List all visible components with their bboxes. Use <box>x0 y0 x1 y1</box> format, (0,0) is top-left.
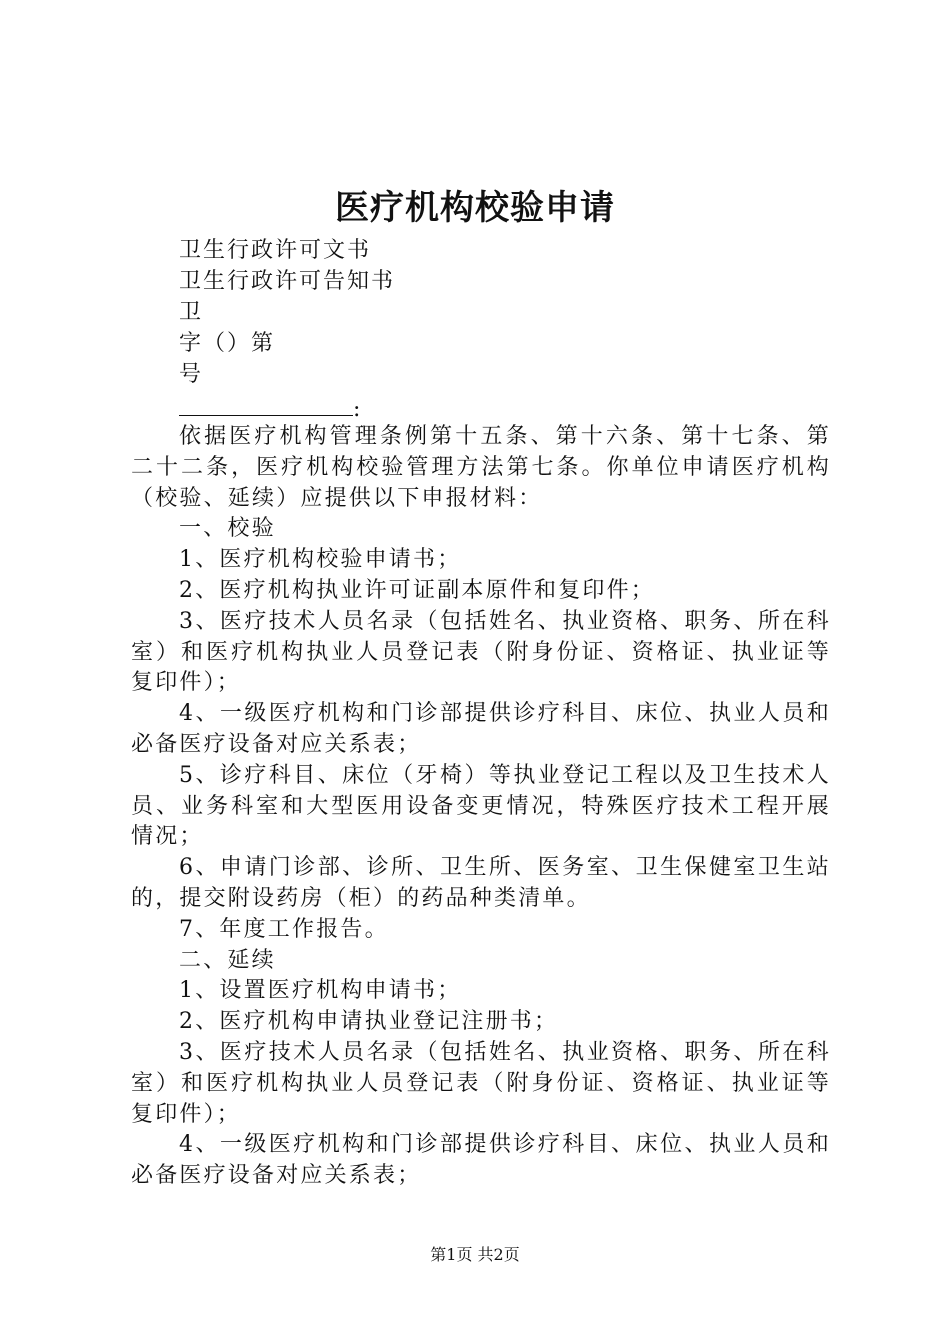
list-item: 4、一级医疗机构和门诊部提供诊疗科目、床位、执业人员和必备医疗设备对应关系表； <box>131 701 831 757</box>
header-block <box>179 235 395 390</box>
addressee-line <box>179 393 360 425</box>
addressee-blank <box>179 393 353 416</box>
list-item: 6、申请门诊部、诊所、卫生所、医务室、卫生保健室卫生站的，提交附设药房（柜）的药品种类清单。 <box>131 855 831 911</box>
document-title: 医疗机构校验申请 <box>335 188 615 228</box>
list-item: 2、医疗机构申请执业登记注册书； <box>179 1009 559 1035</box>
section-heading: 一、校验 <box>179 516 276 542</box>
page-footer: 第1页 共2页 <box>430 1245 520 1264</box>
header-line: 号 <box>179 362 204 387</box>
addressee-colon: : <box>353 397 361 422</box>
list-item: 1、设置医疗机构申请书； <box>179 978 462 1004</box>
header-line: 卫 <box>179 300 204 325</box>
header-line: 字（）第 <box>179 331 276 356</box>
section-heading: 二、延续 <box>179 947 276 973</box>
list-item: 7、年度工作报告。 <box>179 916 389 942</box>
list-item: 1、医疗机构校验申请书； <box>179 547 462 573</box>
paragraph: 依据医疗机构管理条例第十五条、第十六条、第十七条、第二十二条，医疗机构校验管理方法第七条。你单位申请医疗机构（校验、延续）应提供以下申报材料： <box>131 424 831 511</box>
list-item: 4、一级医疗机构和门诊部提供诊疗科目、床位、执业人员和必备医疗设备对应关系表； <box>131 1132 831 1189</box>
list-item: 2、医疗机构执业许可证副本原件和复印件； <box>179 577 655 603</box>
list-item: 3、医疗技术人员名录（包括姓名、执业资格、职务、所在科室）和医疗机构执业人员登记表（附身份证、资格证、执业证等复印件）； <box>131 1039 831 1127</box>
list-item: 5、诊疗科目、床位（牙椅）等执业登记工程以及卫生技术人员、业务科室和大型医用设备变更情况，特殊医疗技术工程开展情况； <box>131 762 831 850</box>
document-body <box>131 422 831 1192</box>
header-line: 卫生行政许可文书 <box>179 238 372 263</box>
header-line: 卫生行政许可告知书 <box>179 269 396 294</box>
list-item: 3、医疗技术人员名录（包括姓名、执业资格、职务、所在科室）和医疗机构执业人员登记表（附身份证、资格证、执业证等复印件）； <box>131 608 831 696</box>
